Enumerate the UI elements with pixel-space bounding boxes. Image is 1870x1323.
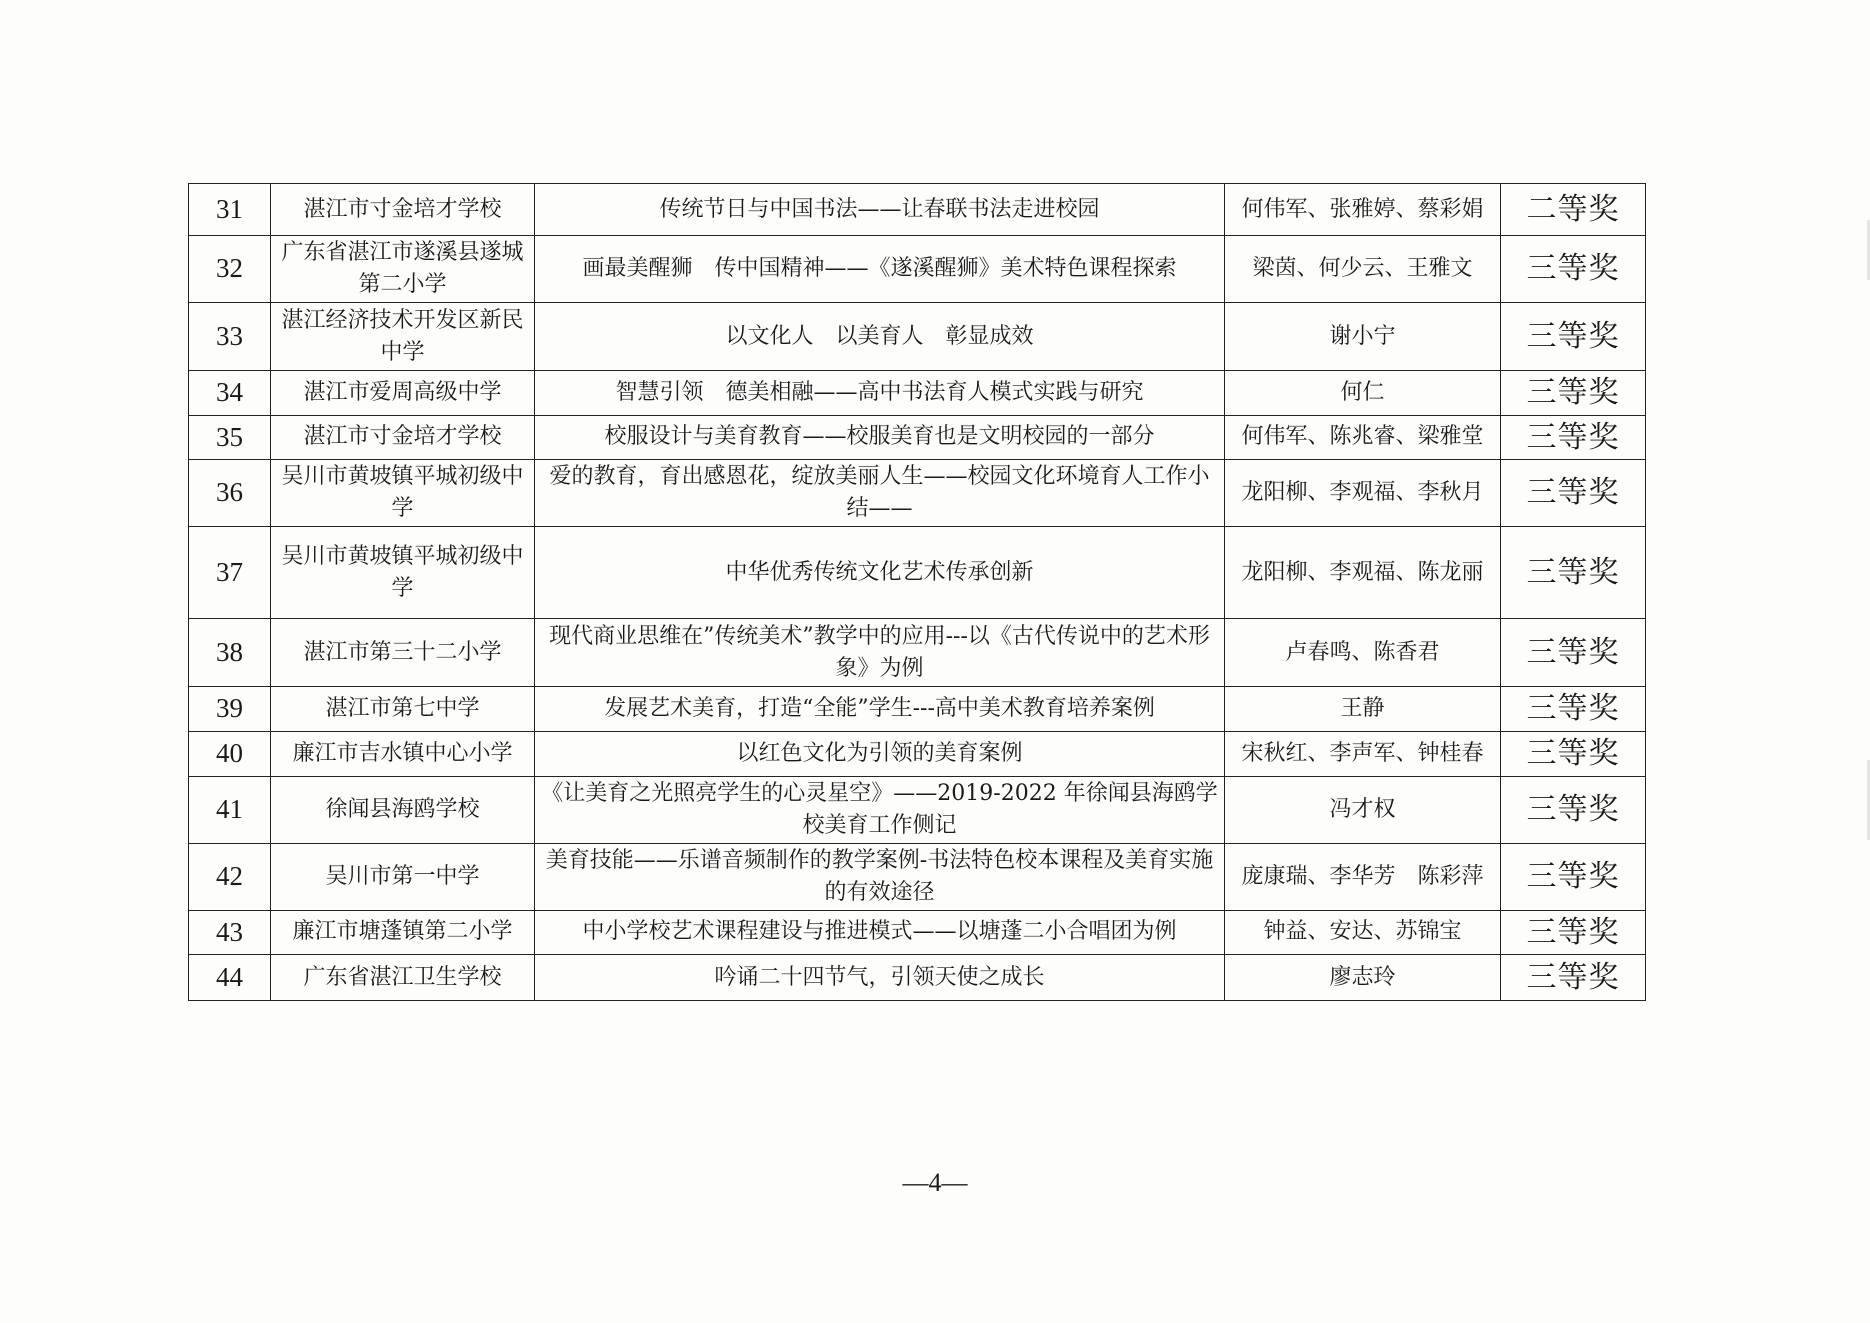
award-level: 三等奖 [1501, 527, 1646, 619]
award-level: 三等奖 [1501, 687, 1646, 732]
row-number: 31 [189, 184, 271, 236]
case-title: 中华优秀传统文化艺术传承创新 [535, 527, 1225, 619]
award-level: 二等奖 [1501, 184, 1646, 236]
school-name: 湛江市第三十二小学 [271, 619, 535, 687]
authors: 廖志玲 [1225, 955, 1501, 1001]
case-title: 校服设计与美育教育——校服美育也是文明校园的一部分 [535, 415, 1225, 460]
table-row [189, 731, 1646, 776]
award-level: 三等奖 [1501, 731, 1646, 776]
school-name: 广东省湛江卫生学校 [271, 955, 535, 1001]
school-name: 吴川市第一中学 [271, 843, 535, 910]
case-title: 吟诵二十四节气，引领天使之成长 [535, 955, 1225, 1001]
authors: 何仁 [1225, 371, 1501, 416]
authors: 龙阳柳、李观福、陈龙丽 [1225, 527, 1501, 619]
row-number: 41 [189, 776, 271, 843]
page-number: —4— [902, 1168, 968, 1197]
authors: 龙阳柳、李观福、李秋月 [1225, 460, 1501, 527]
school-name: 吴川市黄坡镇平城初级中学 [271, 460, 535, 527]
table-row [189, 776, 1646, 843]
case-title: 画最美醒狮 传中国精神——《遂溪醒狮》美术特色课程探索 [535, 236, 1225, 303]
award-level: 三等奖 [1501, 955, 1646, 1001]
school-name: 湛江市寸金培才学校 [271, 184, 535, 236]
authors: 梁茵、何少云、王雅文 [1225, 236, 1501, 303]
school-name: 广东省湛江市遂溪县遂城第二小学 [271, 236, 535, 303]
case-title: 以红色文化为引领的美育案例 [535, 731, 1225, 776]
table-row [189, 843, 1646, 910]
table-row [189, 687, 1646, 732]
case-title: 《让美育之光照亮学生的心灵星空》——2019-2022 年徐闻县海鸥学校美育工作侧记 [535, 776, 1225, 843]
school-name: 湛江市寸金培才学校 [271, 415, 535, 460]
table-row [189, 460, 1646, 527]
table-row [189, 303, 1646, 371]
case-title: 传统节日与中国书法——让春联书法走进校园 [535, 184, 1225, 236]
row-number: 33 [189, 303, 271, 371]
award-level: 三等奖 [1501, 415, 1646, 460]
school-name: 湛江经济技术开发区新民中学 [271, 303, 535, 371]
award-level: 三等奖 [1501, 776, 1646, 843]
case-title: 爱的教育，育出感恩花，绽放美丽人生——校园文化环境育人工作小结—— [535, 460, 1225, 527]
award-level: 三等奖 [1501, 303, 1646, 371]
table-row [189, 184, 1646, 236]
case-title: 美育技能——乐谱音频制作的教学案例-书法特色校本课程及美育实施的有效途径 [535, 843, 1225, 910]
award-level: 三等奖 [1501, 236, 1646, 303]
row-number: 39 [189, 687, 271, 732]
table-row [189, 619, 1646, 687]
authors: 王静 [1225, 687, 1501, 732]
school-name: 廉江市塘蓬镇第二小学 [271, 910, 535, 955]
award-table [188, 183, 1646, 1001]
table-row [189, 955, 1646, 1001]
award-level: 三等奖 [1501, 910, 1646, 955]
school-name: 湛江市第七中学 [271, 687, 535, 732]
row-number: 38 [189, 619, 271, 687]
award-level: 三等奖 [1501, 371, 1646, 416]
authors: 冯才权 [1225, 776, 1501, 843]
table-row [189, 415, 1646, 460]
award-level: 三等奖 [1501, 843, 1646, 910]
school-name: 廉江市吉水镇中心小学 [271, 731, 535, 776]
table-row [189, 910, 1646, 955]
case-title: 智慧引领 德美相融——高中书法育人模式实践与研究 [535, 371, 1225, 416]
row-number: 44 [189, 955, 271, 1001]
school-name: 徐闻县海鸥学校 [271, 776, 535, 843]
authors: 何伟军、陈兆睿、梁雅堂 [1225, 415, 1501, 460]
row-number: 35 [189, 415, 271, 460]
table-row [189, 236, 1646, 303]
table-row [189, 371, 1646, 416]
row-number: 34 [189, 371, 271, 416]
authors: 钟益、安达、苏锦宝 [1225, 910, 1501, 955]
case-title: 中小学校艺术课程建设与推进模式——以塘蓬二小合唱团为例 [535, 910, 1225, 955]
table-row [189, 527, 1646, 619]
authors: 何伟军、张雅婷、蔡彩娟 [1225, 184, 1501, 236]
authors: 卢春鸣、陈香君 [1225, 619, 1501, 687]
award-level: 三等奖 [1501, 460, 1646, 527]
school-name: 湛江市爱周高级中学 [271, 371, 535, 416]
authors: 谢小宁 [1225, 303, 1501, 371]
authors: 庞康瑞、李华芳 陈彩萍 [1225, 843, 1501, 910]
row-number: 32 [189, 236, 271, 303]
row-number: 40 [189, 731, 271, 776]
award-table-body [189, 184, 1646, 1001]
row-number: 42 [189, 843, 271, 910]
row-number: 36 [189, 460, 271, 527]
school-name: 吴川市黄坡镇平城初级中学 [271, 527, 535, 619]
row-number: 43 [189, 910, 271, 955]
case-title: 现代商业思维在”传统美术”教学中的应用---以《古代传说中的艺术形象》为例 [535, 619, 1225, 687]
case-title: 发展艺术美育，打造“全能”学生---高中美术教育培养案例 [535, 687, 1225, 732]
row-number: 37 [189, 527, 271, 619]
case-title: 以文化人 以美育人 彰显成效 [535, 303, 1225, 371]
award-level: 三等奖 [1501, 619, 1646, 687]
authors: 宋秋红、李声军、钟桂春 [1225, 731, 1501, 776]
